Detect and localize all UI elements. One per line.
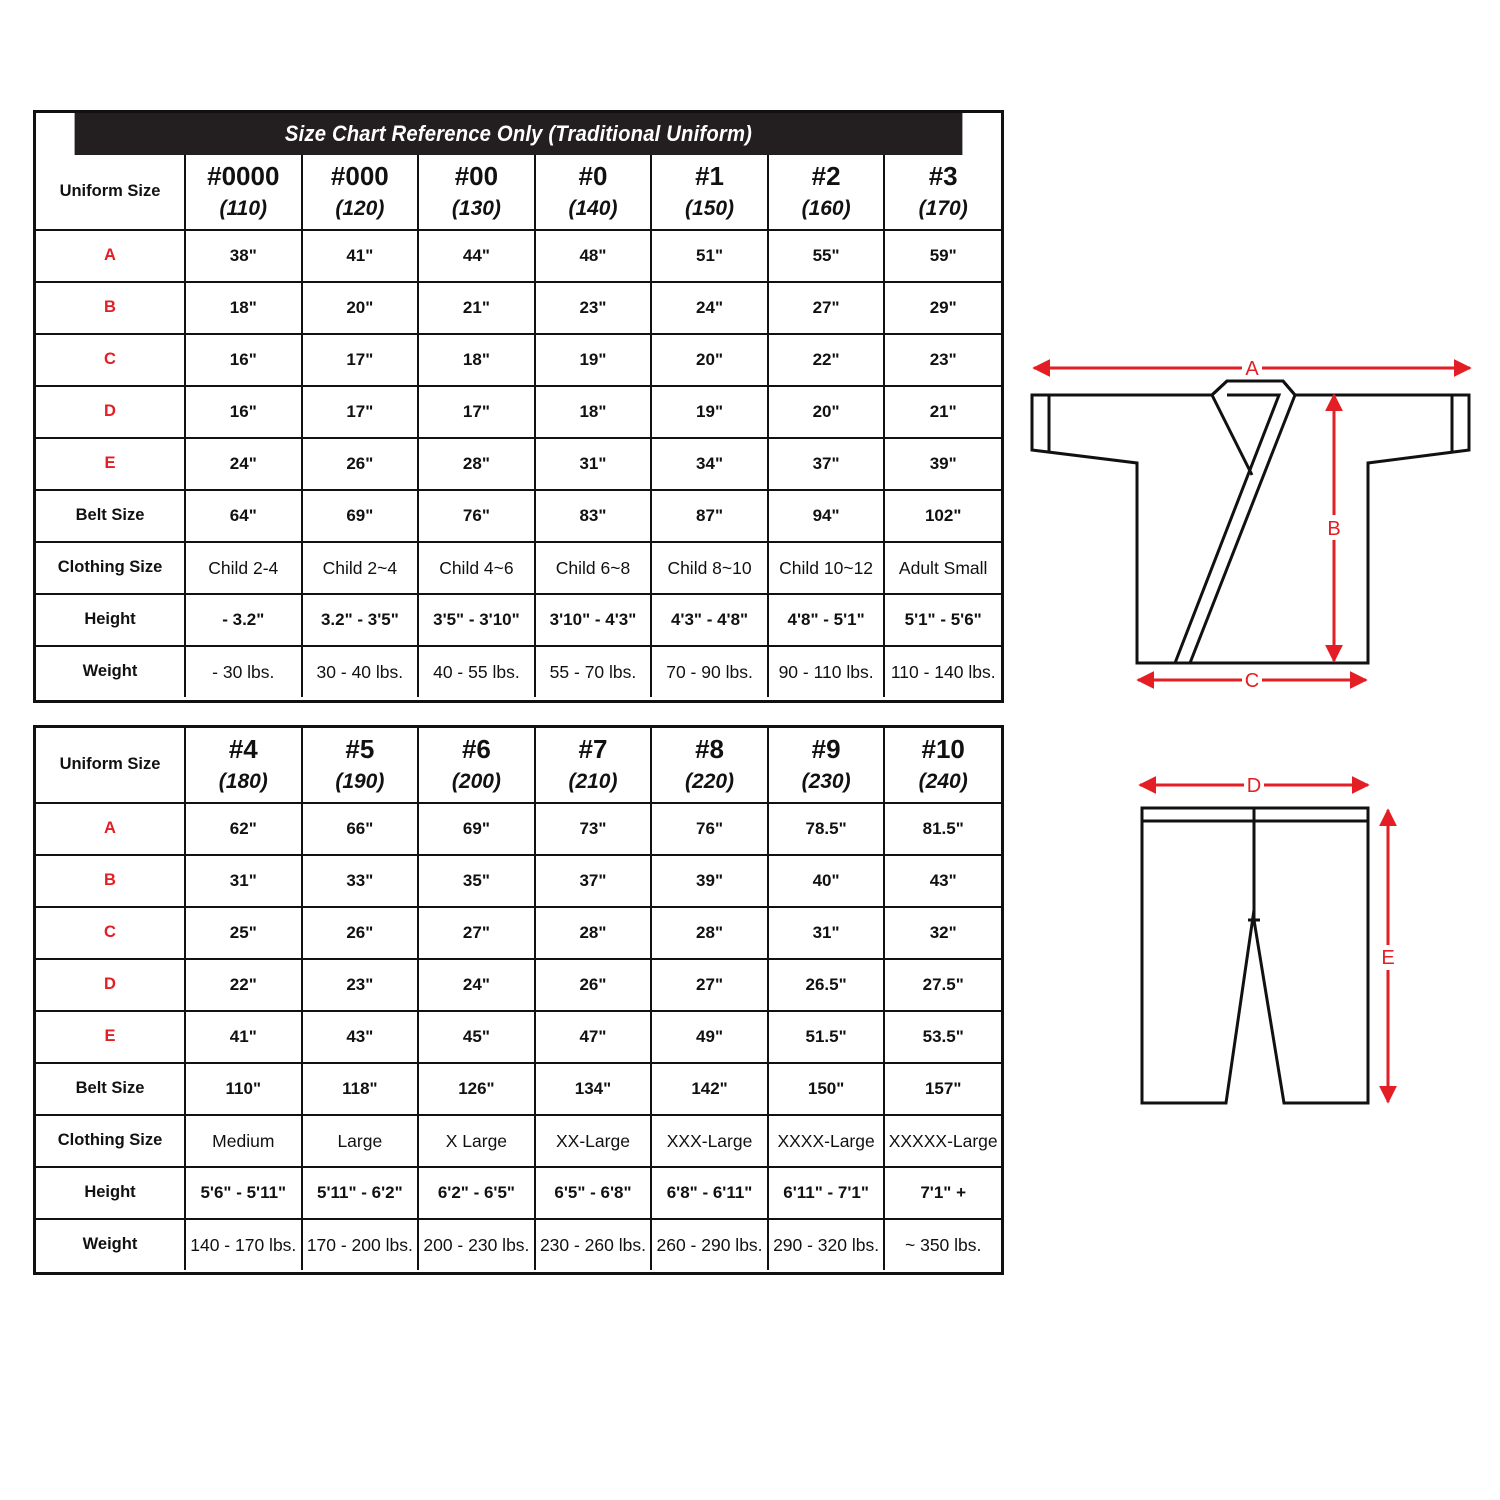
table-cell: 34" [651, 438, 768, 490]
row-label: D [36, 386, 185, 438]
uniform-diagram [1020, 350, 1490, 1120]
uniform-size-label: Uniform Size [36, 155, 185, 230]
table-cell: 39" [884, 438, 1001, 490]
row-label: Weight [36, 646, 185, 697]
table-cell: 17" [302, 386, 419, 438]
table-cell: 32" [884, 907, 1001, 959]
size-header-cell [185, 728, 302, 803]
table-cell: 110 - 140 lbs. [884, 646, 1001, 697]
table-cell: 87" [651, 490, 768, 542]
pants-outline [1142, 808, 1368, 1103]
table-cell: 140 - 170 lbs. [185, 1219, 302, 1270]
row-label: E [36, 1011, 185, 1063]
table-cell: 260 - 290 lbs. [651, 1219, 768, 1270]
table-cell: 55 - 70 lbs. [535, 646, 652, 697]
table-cell: 69" [418, 803, 535, 855]
size-cm: (190) [335, 770, 385, 793]
table-row [36, 1115, 1001, 1167]
row-label: Belt Size [36, 490, 185, 542]
table-row [36, 1167, 1001, 1219]
table-cell: 5'6" - 5'11" [185, 1167, 302, 1219]
table-cell: 230 - 260 lbs. [535, 1219, 652, 1270]
size-number: #8 [695, 734, 724, 764]
table-cell: 6'11" - 7'1" [768, 1167, 885, 1219]
table-cell: 94" [768, 490, 885, 542]
table-cell: 23" [535, 282, 652, 334]
size-header-cell [302, 155, 419, 230]
jacket-outline [1032, 381, 1469, 663]
row-label: Clothing Size [36, 542, 185, 594]
size-cm: (230) [801, 770, 851, 793]
table-cell: 4'8" - 5'1" [768, 594, 885, 646]
row-label: A [36, 803, 185, 855]
table-cell: 200 - 230 lbs. [418, 1219, 535, 1270]
size-number: #3 [928, 161, 958, 191]
table-cell: 3'10" - 4'3" [535, 594, 652, 646]
table-cell: 6'8" - 6'11" [651, 1167, 768, 1219]
table-cell: 22" [768, 334, 885, 386]
size-grid [36, 155, 1001, 697]
row-label: A [36, 230, 185, 282]
table-cell: 18" [185, 282, 302, 334]
table-cell: 23" [302, 959, 419, 1011]
measure-label-d: D [1246, 775, 1262, 797]
table-row [36, 907, 1001, 959]
table-cell: Child 6~8 [535, 542, 652, 594]
measure-label-c: C [1244, 670, 1260, 692]
row-label: B [36, 855, 185, 907]
table-cell: 39" [651, 855, 768, 907]
table-row [36, 855, 1001, 907]
table-cell: 24" [651, 282, 768, 334]
table-cell: 62" [185, 803, 302, 855]
table-cell: 41" [302, 230, 419, 282]
table-cell: 23" [884, 334, 1001, 386]
table-cell: 27" [768, 282, 885, 334]
size-header-cell [418, 155, 535, 230]
size-number: #7 [578, 734, 608, 764]
table-cell: 51" [651, 230, 768, 282]
table-cell: 49" [651, 1011, 768, 1063]
table-cell: 110" [185, 1063, 302, 1115]
table-cell: 83" [535, 490, 652, 542]
size-cm: (170) [918, 197, 968, 220]
table-cell: 6'5" - 6'8" [535, 1167, 652, 1219]
table-cell: 33" [302, 855, 419, 907]
table-cell: 102" [884, 490, 1001, 542]
row-label: Weight [36, 1219, 185, 1270]
size-header-cell [651, 155, 768, 230]
table-cell: 20" [651, 334, 768, 386]
header-row [36, 728, 1001, 803]
chart-title: Size Chart Reference Only (Traditional Uniform) [75, 113, 963, 155]
table-cell: 73" [535, 803, 652, 855]
table-cell: XXXX-Large [768, 1115, 885, 1167]
table-cell: 19" [651, 386, 768, 438]
table-cell: 37" [768, 438, 885, 490]
table-cell: 29" [884, 282, 1001, 334]
table-row [36, 230, 1001, 282]
row-label: D [36, 959, 185, 1011]
table-cell: 20" [302, 282, 419, 334]
table-cell: 19" [535, 334, 652, 386]
table-cell: 30 - 40 lbs. [302, 646, 419, 697]
size-header-cell [418, 728, 535, 803]
table-cell: 31" [535, 438, 652, 490]
table-cell: 290 - 320 lbs. [768, 1219, 885, 1270]
table-cell: Child 8~10 [651, 542, 768, 594]
table-cell: 150" [768, 1063, 885, 1115]
table-cell: 51.5" [768, 1011, 885, 1063]
size-header-cell [535, 155, 652, 230]
table-cell: Medium [185, 1115, 302, 1167]
size-table-2 [33, 725, 1004, 1275]
table-cell: ~ 350 lbs. [884, 1219, 1001, 1270]
size-number: #9 [811, 734, 841, 764]
table-cell: 66" [302, 803, 419, 855]
table-row [36, 282, 1001, 334]
table-cell: 18" [535, 386, 652, 438]
table-cell: 20" [768, 386, 885, 438]
table-cell: 142" [651, 1063, 768, 1115]
size-table-1 [33, 110, 1004, 703]
size-cm: (240) [918, 770, 968, 793]
table-cell: 21" [884, 386, 1001, 438]
row-label: E [36, 438, 185, 490]
table-cell: 43" [884, 855, 1001, 907]
row-label: C [36, 334, 185, 386]
table-cell: 44" [418, 230, 535, 282]
size-cm: (120) [335, 197, 385, 220]
size-cm: (130) [451, 197, 501, 220]
table-cell: 47" [535, 1011, 652, 1063]
table-cell: Child 2~4 [302, 542, 419, 594]
table-cell: Adult Small [884, 542, 1001, 594]
table-cell: 27" [651, 959, 768, 1011]
table-cell: XXX-Large [651, 1115, 768, 1167]
table-cell: 25" [185, 907, 302, 959]
size-cm: (200) [451, 770, 501, 793]
table-cell: 81.5" [884, 803, 1001, 855]
size-number: #00 [454, 161, 499, 191]
table-row [36, 438, 1001, 490]
size-header-cell [535, 728, 652, 803]
table-cell: Large [302, 1115, 419, 1167]
row-label: C [36, 907, 185, 959]
size-cm: (150) [685, 197, 735, 220]
table-cell: 24" [418, 959, 535, 1011]
table-cell: 48" [535, 230, 652, 282]
table-cell: Child 4~6 [418, 542, 535, 594]
table-cell: 31" [185, 855, 302, 907]
table-row [36, 803, 1001, 855]
table-cell: 5'1" - 5'6" [884, 594, 1001, 646]
table-cell: 126" [418, 1063, 535, 1115]
size-number: #0000 [207, 161, 280, 191]
table-cell: XXXXX-Large [884, 1115, 1001, 1167]
table-cell: 157" [884, 1063, 1001, 1115]
size-number: #10 [921, 734, 965, 764]
table-row [36, 959, 1001, 1011]
size-number: #5 [345, 734, 375, 764]
table-row [36, 1219, 1001, 1270]
size-number: #000 [330, 161, 389, 191]
table-cell: 4'3" - 4'8" [651, 594, 768, 646]
size-cm: (180) [218, 770, 268, 793]
size-header-cell [768, 155, 885, 230]
table-cell: 64" [185, 490, 302, 542]
table-cell: 22" [185, 959, 302, 1011]
header-row [36, 155, 1001, 230]
size-cm: (110) [219, 197, 268, 220]
table-cell: 38" [185, 230, 302, 282]
table-cell: 26.5" [768, 959, 885, 1011]
table-cell: 35" [418, 855, 535, 907]
table-row [36, 490, 1001, 542]
measure-label-a: A [1245, 358, 1259, 380]
size-number: #2 [811, 161, 841, 191]
row-label: Height [36, 1167, 185, 1219]
table-cell: 28" [651, 907, 768, 959]
table-cell: 90 - 110 lbs. [768, 646, 885, 697]
table-cell: 41" [185, 1011, 302, 1063]
table-cell: 28" [535, 907, 652, 959]
table-cell: 55" [768, 230, 885, 282]
size-cm: (140) [568, 197, 618, 220]
table-cell: 28" [418, 438, 535, 490]
table-cell: 18" [418, 334, 535, 386]
size-number: #0 [578, 161, 608, 191]
table-cell: 37" [535, 855, 652, 907]
table-cell: 40 - 55 lbs. [418, 646, 535, 697]
table-cell: XX-Large [535, 1115, 652, 1167]
size-number: #1 [695, 161, 724, 191]
table-cell: 27.5" [884, 959, 1001, 1011]
table-cell: 45" [418, 1011, 535, 1063]
size-header-cell [884, 728, 1001, 803]
table-cell: 76" [651, 803, 768, 855]
table-cell: 26" [535, 959, 652, 1011]
size-cm: (160) [801, 197, 851, 220]
table-cell: 69" [302, 490, 419, 542]
size-header-cell [884, 155, 1001, 230]
size-number: #4 [228, 734, 258, 764]
table-cell: 21" [418, 282, 535, 334]
uniform-size-label: Uniform Size [36, 728, 185, 803]
table-cell: 6'2" - 6'5" [418, 1167, 535, 1219]
measure-label-e: E [1381, 947, 1395, 969]
table-row [36, 542, 1001, 594]
size-cm: (220) [685, 770, 735, 793]
table-cell: 53.5" [884, 1011, 1001, 1063]
table-row [36, 334, 1001, 386]
table-cell: 43" [302, 1011, 419, 1063]
table-cell: 70 - 90 lbs. [651, 646, 768, 697]
size-header-cell [302, 728, 419, 803]
table-row [36, 1063, 1001, 1115]
table-cell: 170 - 200 lbs. [302, 1219, 419, 1270]
table-cell: 7'1" + [884, 1167, 1001, 1219]
table-cell: 16" [185, 386, 302, 438]
table-cell: - 3.2" [185, 594, 302, 646]
row-label: Clothing Size [36, 1115, 185, 1167]
row-label: Height [36, 594, 185, 646]
table-cell: 27" [418, 907, 535, 959]
table-cell: 3.2" - 3'5" [302, 594, 419, 646]
size-header-cell [651, 728, 768, 803]
table-cell: 40" [768, 855, 885, 907]
table-cell: 26" [302, 438, 419, 490]
table-cell: 17" [418, 386, 535, 438]
table-cell: X Large [418, 1115, 535, 1167]
table-row [36, 594, 1001, 646]
table-cell: Child 10~12 [768, 542, 885, 594]
table-row [36, 386, 1001, 438]
size-grid [36, 728, 1001, 1270]
table-cell: 26" [302, 907, 419, 959]
table-cell: 17" [302, 334, 419, 386]
row-label: Belt Size [36, 1063, 185, 1115]
size-number: #6 [461, 734, 491, 764]
table-cell: - 30 lbs. [185, 646, 302, 697]
table-cell: 118" [302, 1063, 419, 1115]
table-row [36, 1011, 1001, 1063]
size-cm: (210) [568, 770, 618, 793]
table-row [36, 646, 1001, 697]
table-cell: 134" [535, 1063, 652, 1115]
table-cell: 59" [884, 230, 1001, 282]
table-cell: 3'5" - 3'10" [418, 594, 535, 646]
table-cell: 5'11" - 6'2" [302, 1167, 419, 1219]
size-header-cell [185, 155, 302, 230]
table-cell: 76" [418, 490, 535, 542]
table-cell: 24" [185, 438, 302, 490]
table-cell: 78.5" [768, 803, 885, 855]
row-label: B [36, 282, 185, 334]
table-cell: 16" [185, 334, 302, 386]
table-cell: Child 2-4 [185, 542, 302, 594]
size-header-cell [768, 728, 885, 803]
table-cell: 31" [768, 907, 885, 959]
measure-label-b: B [1327, 518, 1341, 540]
